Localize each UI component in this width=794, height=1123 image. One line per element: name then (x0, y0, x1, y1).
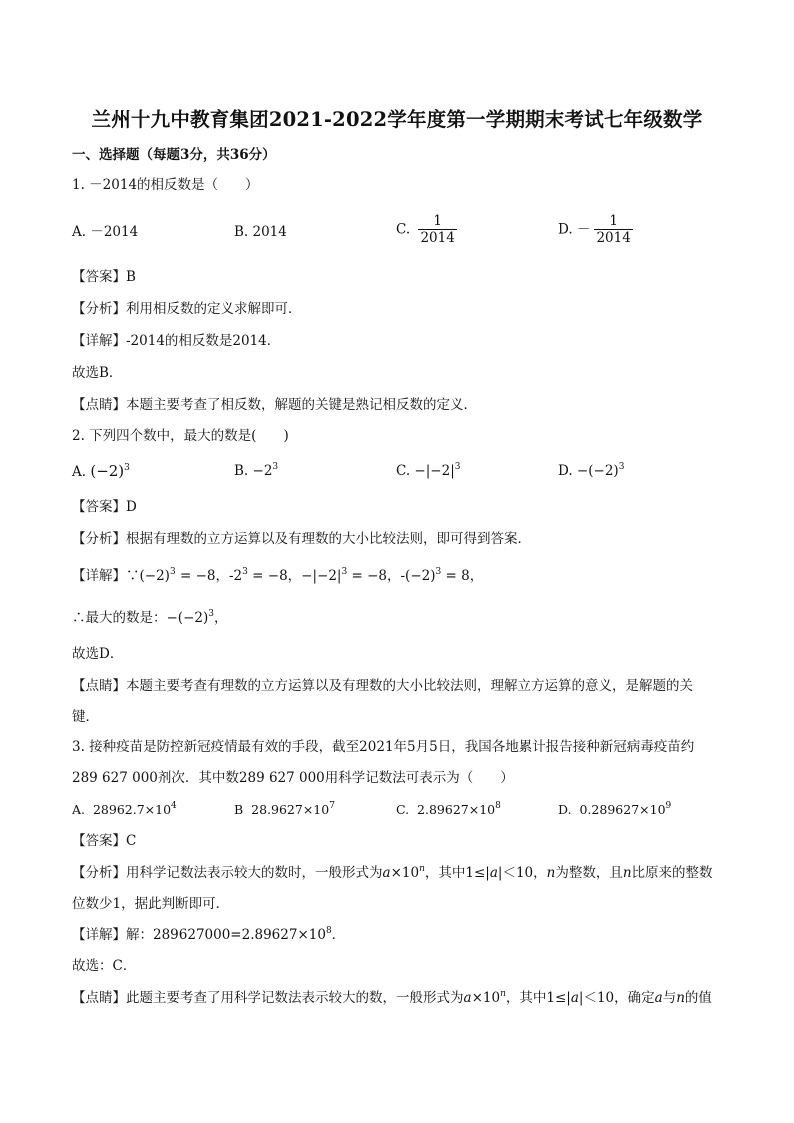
q2-detail: 【详解】$\because(-2)^3 = -8$，$-2^3 = -8$，$-|-2|^3 = -8$，$-(-2)^3 = 8$， (72, 567, 484, 584)
q2-stem: 2. 下列四个数中，最大的数是( ) (72, 428, 289, 444)
q1-analysis: 【分析】利用相反数的定义求解即可． (72, 301, 302, 317)
q3-analysis-line2: 位数少1，据此判断即可． (72, 896, 230, 912)
section-heading: 一、选择题（每题3分，共36分） (72, 147, 276, 163)
q2-comment-line2: 键． (72, 709, 99, 725)
q3-option-c: C. $2.89627\times 10^8$ (396, 801, 501, 817)
q2-conclusion: ∴最大的数是：$-(-2)^3$， (72, 609, 228, 626)
q1-choose: 故选B． (72, 365, 123, 381)
q3-stem-line1: 3. 接种疫苗是防控新冠疫情最有效的手段，截至2021年5月5日，我国各地累计报告接种新冠病毒疫苗约 (72, 739, 695, 755)
q1-option-c-fraction: $\frac{1}{2014}$ (420, 213, 455, 246)
q3-option-a: A. $28962.7\times 10^4$ (72, 801, 177, 817)
q3-analysis-line1: 【分析】用科学记数法表示较大的数时，一般形式为$a\times 10^n$，其中1≤|a|＜10，n为整数，且n比原来的整数 (72, 864, 713, 881)
q1-option-a: A. －2014 (72, 224, 139, 240)
q2-choose: 故选D． (72, 646, 124, 662)
q1-option-d (558, 213, 633, 247)
q2-option-c: C. $-|-2|^3$ (396, 462, 461, 479)
q1-answer: 【答案】B (72, 269, 136, 285)
q1-option-c (396, 213, 457, 247)
q2-option-d: D. $-(-2)^3$ (558, 462, 625, 479)
q3-detail: 【详解】解：$289627000=2.89627\times 10^8$． (72, 926, 346, 943)
q1-option-d-fraction: $\frac{1}{2014}$ (596, 213, 631, 246)
q1-option-b: B. 2014 (234, 224, 287, 240)
q1-option-d-label: D. － (558, 221, 591, 238)
q3-answer: 【答案】C (72, 833, 137, 849)
q2-comment-line1: 【点睛】本题主要考查有理数的立方运算以及有理数的大小比较法则，理解立方运算的意义，是解题的关 (72, 678, 693, 694)
q2-option-b: B. $-2^3$ (234, 462, 279, 479)
q3-comment: 【点睛】此题主要考查了用科学记数法表示较大的数，一般形式为$a\times 10^n$，其中1≤|a|＜10，确定a与n的值 (72, 989, 712, 1006)
q1-option-c-label: C. (396, 221, 411, 238)
q1-detail: 【详解】-2014的相反数是2014． (72, 333, 281, 349)
q3-choose: 故选：C． (72, 958, 137, 974)
q3-option-b: B $28.9627\times 10^7$ (234, 801, 335, 817)
q3-stem-line2: 289 627 000剂次．其中数289 627 000用科学记数法可表示为（ ） (72, 770, 514, 786)
q1-stem: 1. －2014的相反数是（ ） (72, 177, 259, 193)
q1-comment: 【点睛】本题主要考查了相反数，解题的关键是熟记相反数的定义． (72, 397, 477, 413)
q3-option-d: D. $0.289627\times 10^9$ (558, 801, 672, 817)
q2-answer: 【答案】D (72, 499, 137, 515)
q2-analysis: 【分析】根据有理数的立方运算以及有理数的大小比较法则，即可得到答案． (72, 531, 531, 547)
page-title: 兰州十九中教育集团2021-2022学年度第一学期期末考试七年级数学 (91, 108, 703, 131)
q2-option-a: A. $(-2)^3$ (72, 462, 130, 480)
